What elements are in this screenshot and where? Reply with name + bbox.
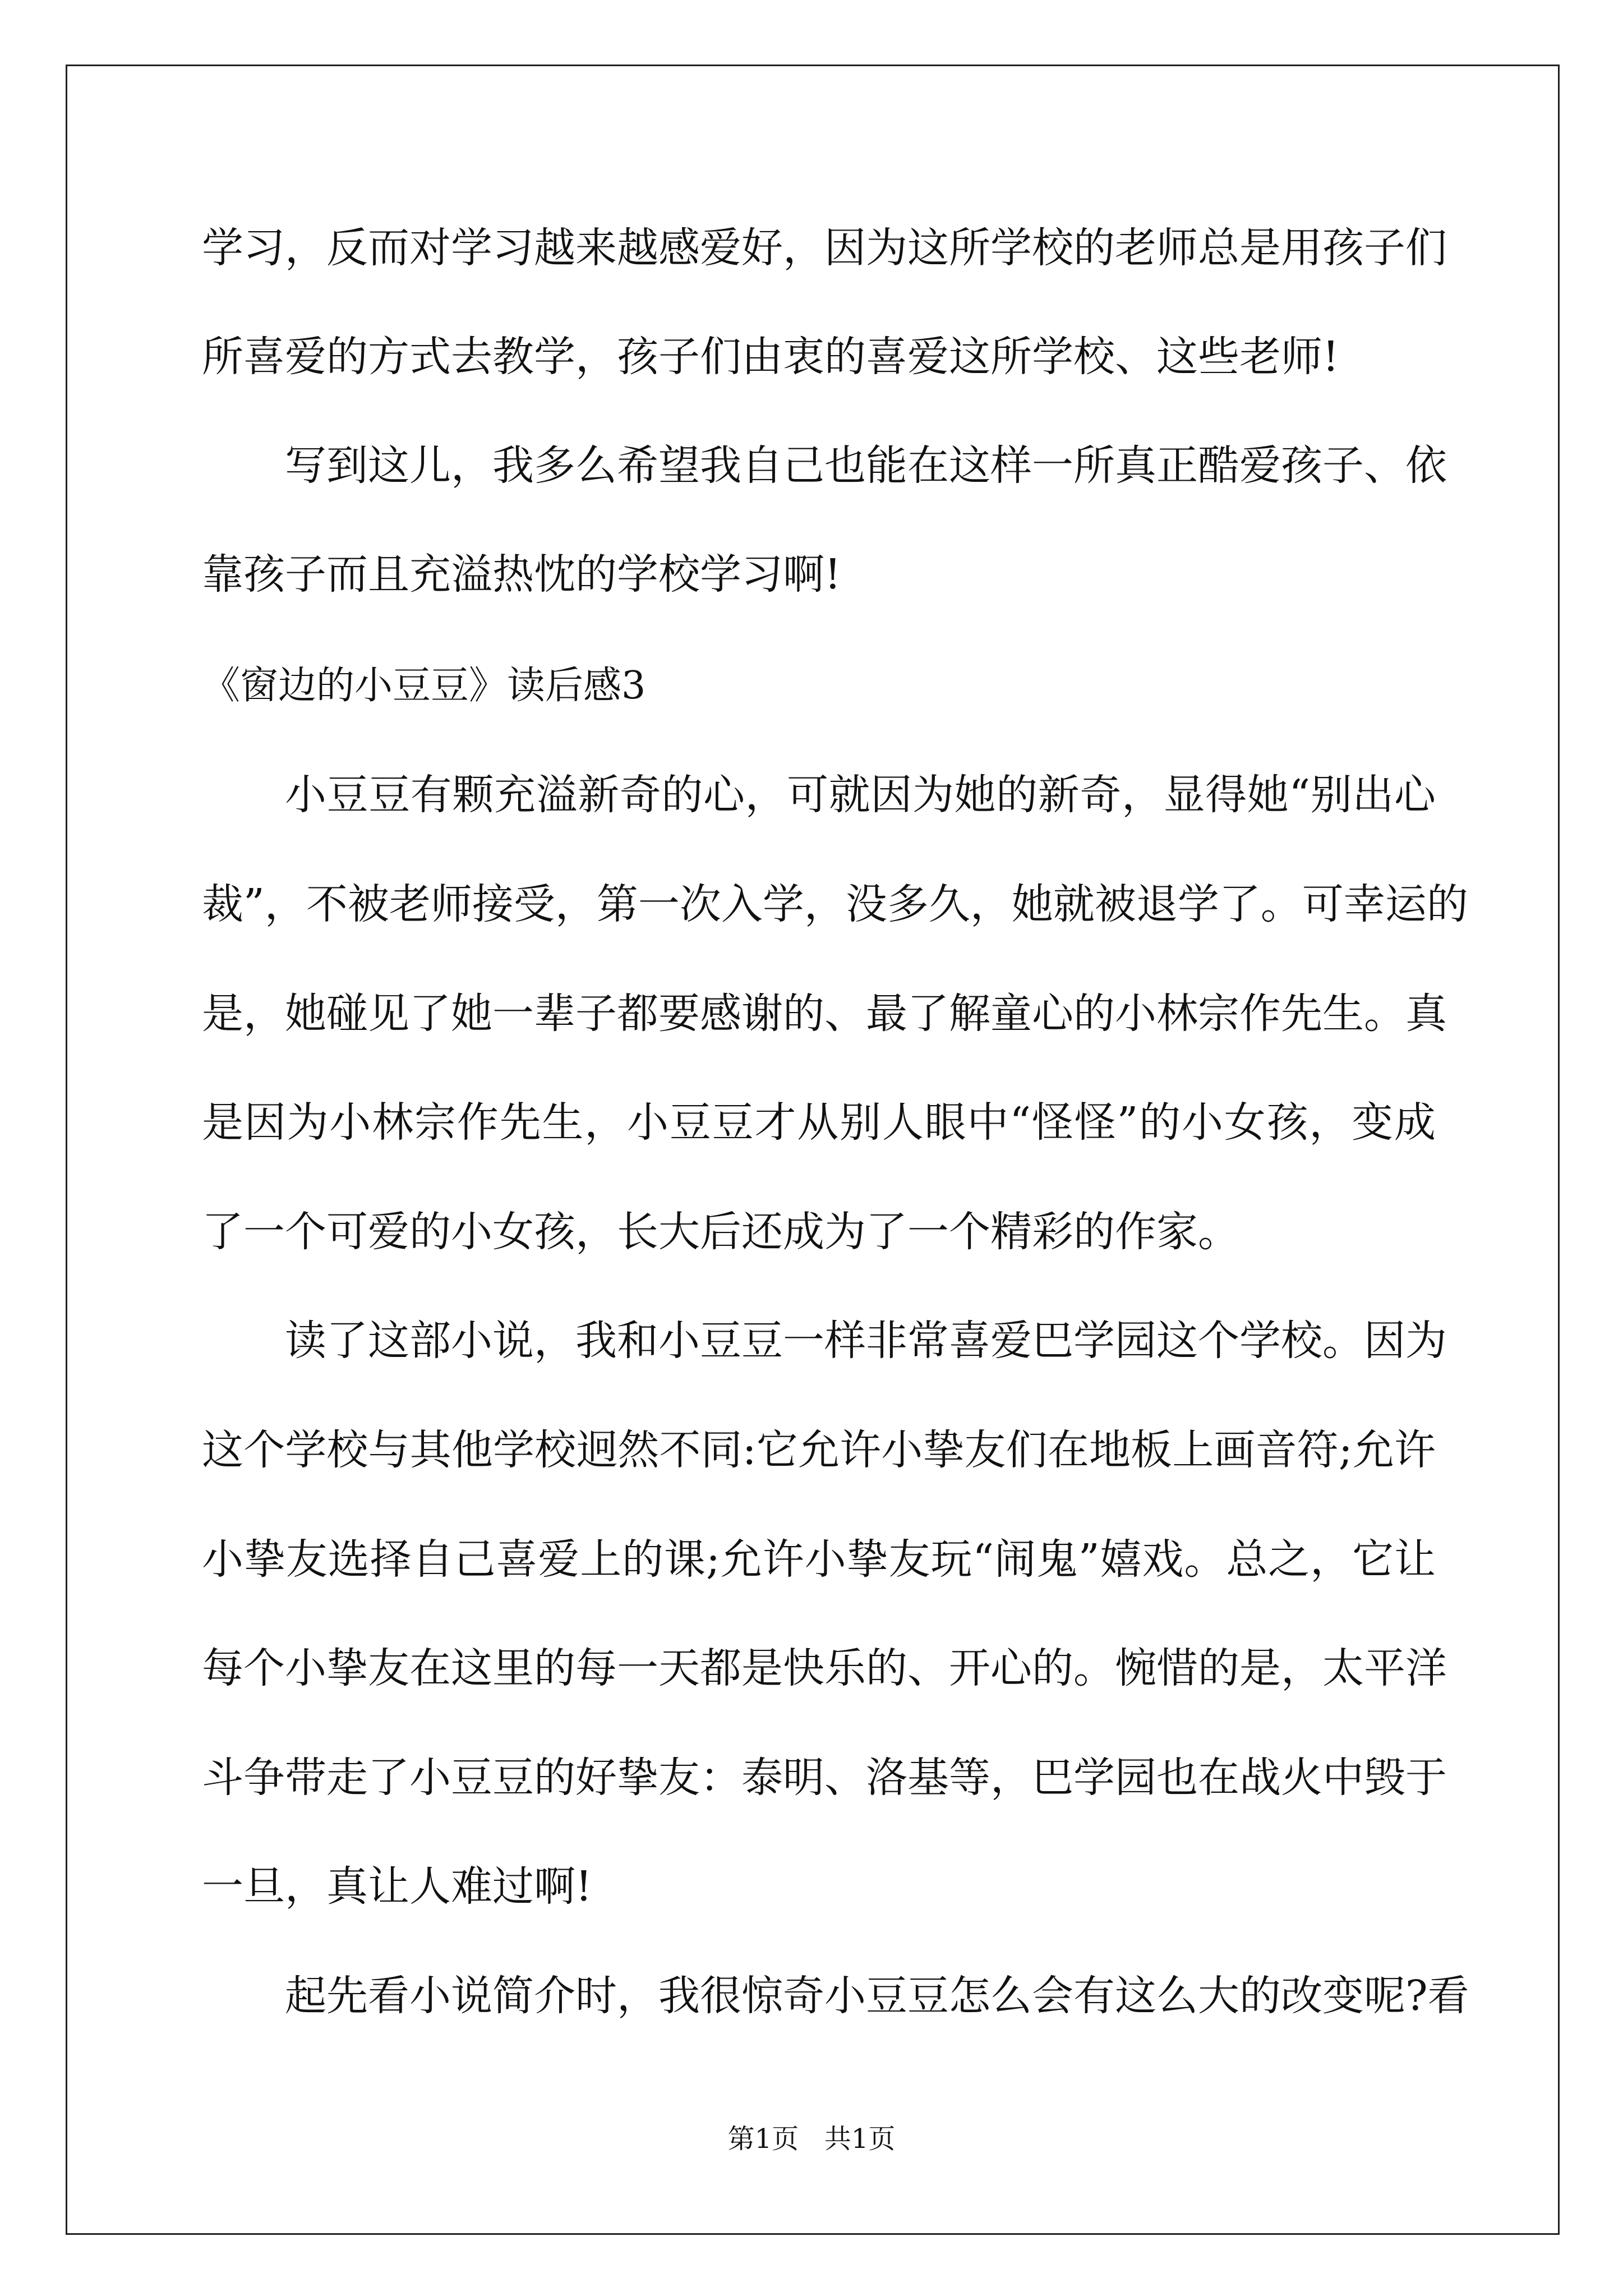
- text-line-3: 写到这儿，我多么希望我自己也能在这样一所真正酷爱孩子、依: [285, 441, 1447, 490]
- text-line-13: 小挚友选择自己喜爱上的课;允许小挚友玩“闹鬼”嬉戏。总之，它让: [202, 1535, 1436, 1584]
- section-heading: 《窗边的小豆豆》读后感3: [202, 664, 646, 708]
- text-line-11: 读了这部小说，我和小豆豆一样非常喜爱巴学园这个学校。因为: [285, 1317, 1447, 1365]
- text-line-7: 裁”，不被老师接受，第一次入学，没多久，她就被退学了。可幸运的: [202, 880, 1468, 928]
- text-line-16: 一旦，真让人难过啊!: [202, 1862, 592, 1911]
- text-line-4: 靠孩子而且充溢热忱的学校学习啊!: [202, 550, 841, 599]
- text-line-1: 学习，反而对学习越来越感爱好，因为这所学校的老师总是用孩子们: [202, 224, 1447, 272]
- text-line-15: 斗争带走了小豆豆的好挚友：泰明、洛基等，巴学园也在战火中毁于: [202, 1754, 1447, 1802]
- text-line-8: 是，她碰见了她一辈子都要感谢的、最了解童心的小林宗作先生。真: [202, 990, 1447, 1038]
- text-line-9: 是因为小林宗作先生，小豆豆才从别人眼中“怪怪”的小女孩，变成: [202, 1098, 1436, 1147]
- text-line-14: 每个小挚友在这里的每一天都是快乐的、开心的。惋惜的是，太平洋: [202, 1644, 1447, 1692]
- page-footer: 第1页 共1页: [727, 2123, 896, 2155]
- text-line-10: 了一个可爱的小女孩，长大后还成为了一个精彩的作家。: [202, 1208, 1239, 1256]
- text-line-17: 起先看小说简介时，我很惊奇小豆豆怎么会有这么大的改变呢?看: [285, 1972, 1469, 2020]
- text-line-12: 这个学校与其他学校迥然不同:它允许小挚友们在地板上画音符;允许: [202, 1426, 1436, 1474]
- text-line-6: 小豆豆有颗充溢新奇的心，可就因为她的新奇，显得她“别出心: [285, 771, 1436, 819]
- text-line-2: 所喜爱的方式去教学，孩子们由衷的喜爱这所学校、这些老师!: [202, 333, 1339, 381]
